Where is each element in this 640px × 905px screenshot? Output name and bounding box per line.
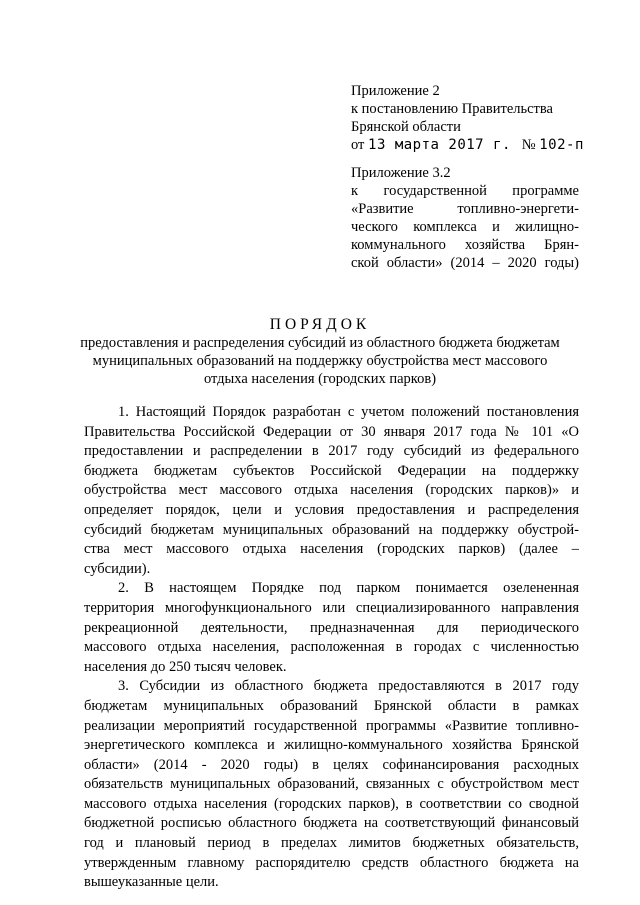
paragraph-line: территория многофункционального или специализированного направления bbox=[84, 599, 579, 616]
appendix-3-2-line: ческого комплекса и жилищно- bbox=[351, 219, 579, 235]
paragraph-line: бюджетам муниципальных образований Брянской области в рамках bbox=[84, 697, 579, 714]
paragraph-line: населения до 250 тысяч человек. bbox=[84, 658, 287, 675]
document-title: ПОРЯДОК bbox=[269, 316, 371, 333]
subtitle-line: муниципальных образований на поддержку обустройства мест массового bbox=[92, 353, 548, 369]
paragraph-line: бюджета бюджетам субъектов Российской Федерации на поддержку bbox=[84, 462, 579, 479]
appendix-3-2-header bbox=[351, 164, 579, 272]
paragraph-line: бюджетной росписью областного бюджета на соответствующий финансовый bbox=[84, 815, 579, 832]
paragraph-line: реализации мероприятий государственной программы «Развитие топливно- bbox=[84, 717, 579, 734]
appendix-2-header bbox=[351, 82, 591, 154]
paragraph-line: субсидии). bbox=[84, 560, 151, 577]
document-body bbox=[84, 403, 579, 893]
date-prefix: от bbox=[351, 137, 365, 153]
paragraph-line: массового отдыха населения (городских парков), в соответствии со сводной bbox=[84, 795, 579, 812]
paragraph-3 bbox=[84, 677, 579, 893]
paragraph-line: год и плановый период в пределах лимитов бюджетных обязательств, bbox=[84, 835, 579, 852]
paragraph-line: предоставлении и распределении в 2017 году субсидий из федерального bbox=[84, 443, 579, 460]
paragraph-line: энергетического комплекса и жилищно-коммунального хозяйства Брянской bbox=[84, 737, 579, 754]
appendix-3-2-line: ской области» (2014 – 2020 годы) bbox=[351, 255, 579, 271]
paragraph-line: ства мест массового отдыха населения (городских парков) (далее – bbox=[84, 541, 579, 558]
paragraph-line: определяет порядок, цели и условия предоставления и распределения bbox=[84, 501, 579, 518]
paragraph-line: области» (2014 - 2020 годы) в целях софинансирования расходных bbox=[84, 756, 579, 773]
paragraph-line: субсидий бюджетам муниципальных образований на поддержку обустрой- bbox=[84, 521, 579, 538]
paragraph-line: Правительства Российской Федерации от 30 января 2017 года № 101 «О bbox=[84, 423, 579, 440]
appendix-3-2-label: Приложение 3.2 bbox=[351, 165, 451, 181]
appendix-2-decree: к постановлению Правительства bbox=[351, 101, 553, 117]
paragraph-line: рекреационной деятельности, предназначенная для периодического bbox=[84, 619, 579, 636]
appendix-3-2-line: к государственной программе bbox=[351, 183, 579, 199]
paragraph-line: 1. Настоящий Порядок разработан с учетом положений постановления bbox=[118, 404, 579, 420]
paragraph-line: вышеуказанные цели. bbox=[84, 874, 219, 891]
paragraph-line: обустройства мест массового отдыха населения (городских парков)» и bbox=[84, 482, 579, 499]
appendix-2-date-line bbox=[351, 136, 591, 154]
appendix-2-region: Брянской области bbox=[351, 119, 461, 135]
paragraph-line: массового отдыха населения, расположенная в городах с численностью bbox=[84, 639, 579, 656]
paragraph-line: обязательств муниципальных образований, связанных с обустройством мест bbox=[84, 776, 579, 793]
subtitle-line: отдыха населения (городских парков) bbox=[203, 371, 437, 387]
handwritten-date: 13 марта 2017 г. bbox=[368, 137, 511, 153]
appendix-3-2-line: коммунального хозяйства Брян- bbox=[351, 237, 579, 253]
subtitle-line: предоставления и распределения субсидий из областного бюджета бюджетам bbox=[80, 335, 560, 351]
document-subtitle bbox=[80, 334, 560, 388]
paragraph-line: 3. Субсидии из областного бюджета предоставляются в 2017 году bbox=[118, 678, 579, 695]
paragraph-line: 2. В настоящем Порядке под парком понимается озелененная bbox=[118, 580, 579, 597]
paragraph-line: утвержденным главному распорядителю средств областного бюджета на bbox=[84, 854, 579, 871]
appendix-3-2-line: «Развитие топливно-энергети- bbox=[351, 201, 579, 217]
appendix-2-label: Приложение 2 bbox=[351, 83, 440, 99]
paragraph-2 bbox=[84, 579, 579, 677]
number-prefix: № bbox=[521, 137, 536, 153]
paragraph-1 bbox=[84, 403, 579, 579]
handwritten-number: 102-п bbox=[539, 137, 584, 153]
